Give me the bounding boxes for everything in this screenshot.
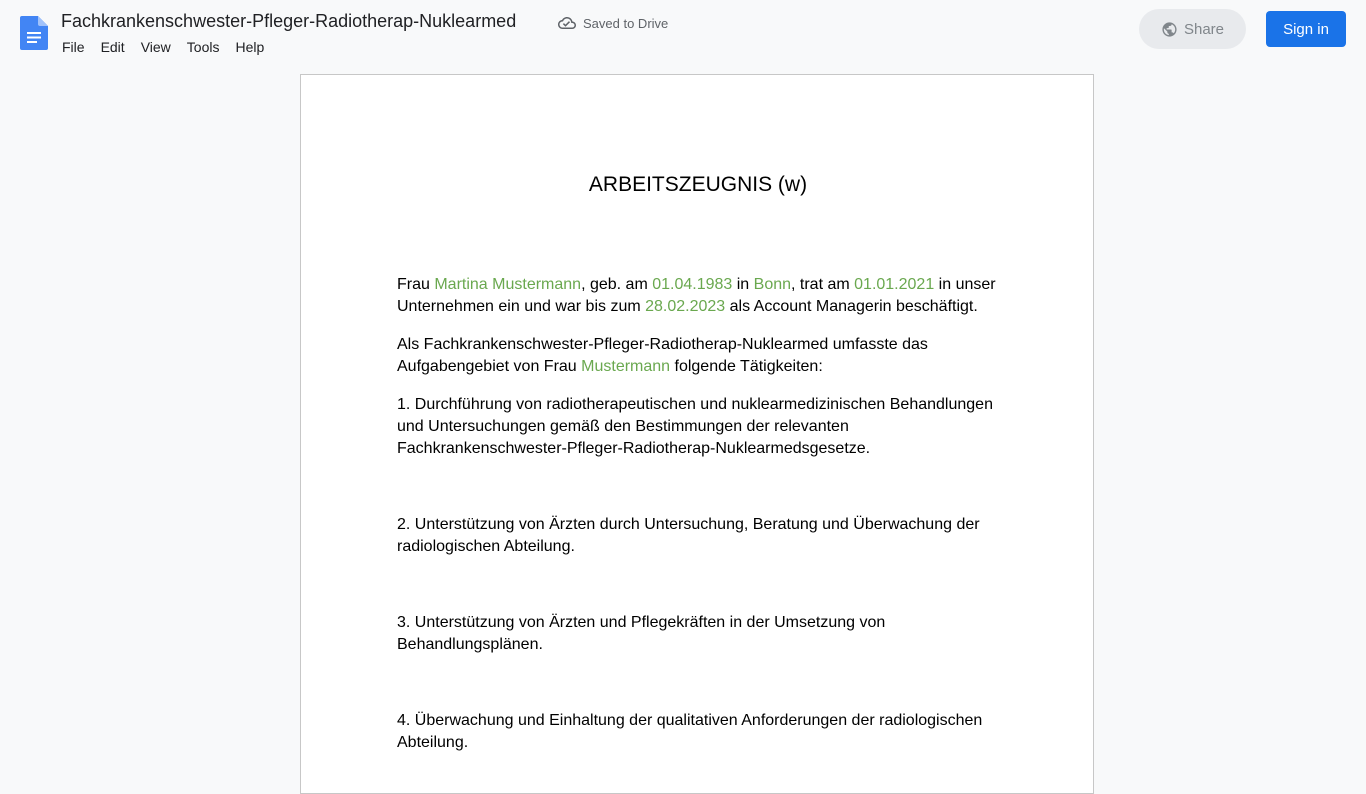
cloud-done-icon — [557, 14, 577, 32]
employee-surname: Mustermann — [581, 358, 671, 375]
share-label: Share — [1183, 20, 1225, 38]
task-item-2: 2. Unterstützung von Ärzten durch Untersuchung, Beratung und Überwachung der radiologischen Abteilung. — [397, 516, 980, 555]
document-title[interactable]: Fachkrankenschwester-Pfleger-Radiotherap-Nuklearmed — [61, 11, 517, 31]
employee-name: Martina Mustermann — [434, 276, 582, 293]
save-status-label: Saved to Drive — [583, 15, 669, 31]
duties-text-2: folgende Tätigkeiten: — [670, 358, 823, 375]
globe-icon — [1161, 21, 1178, 38]
intro-text-6: als Account Managerin beschäftigt. — [725, 298, 978, 315]
start-date: 01.01.2021 — [854, 276, 935, 293]
intro-text-5: in unser Unternehmen ein und war bis zum — [397, 276, 996, 315]
menu-file[interactable]: File — [62, 39, 85, 55]
intro-text-3: in — [732, 276, 754, 293]
document-heading: ARBEITSZEUGNIS (w) — [588, 173, 808, 196]
task-item-4: 4. Überwachung und Einhaltung der qualitativen Anforderungen der radiologischen Abteilung. — [397, 712, 983, 751]
google-docs-icon[interactable] — [20, 16, 48, 50]
menu-view[interactable]: View — [140, 39, 171, 55]
menu-edit[interactable]: Edit — [100, 39, 125, 55]
menu-tools[interactable]: Tools — [186, 39, 220, 55]
birth-city: Bonn — [753, 276, 792, 293]
sign-in-button[interactable]: Sign in — [1266, 11, 1346, 47]
duties-intro-paragraph — [397, 334, 1002, 378]
intro-paragraph — [397, 274, 1002, 318]
duties-text-1: Als Fachkrankenschwester-Pfleger-Radiotherap-Nuklearmed umfasste das Aufgabengebiet von Frau — [397, 336, 928, 375]
top-bar — [0, 0, 1366, 66]
task-item-3: 3. Unterstützung von Ärzten und Pflegekräften in der Umsetzung von Behandlungsplänen. — [397, 614, 886, 653]
document-body — [397, 274, 1002, 770]
menu-bar — [54, 36, 272, 58]
document-page — [300, 74, 1094, 794]
task-item-1: 1. Durchführung von radiotherapeutischen und nuklearmedizinischen Behandlungen und Untersuchungen gemäß den Bestimmungen der relevanten Fachkrankenschwester-Pfleger-Radiotherap-Nuklearmedsgesetze. — [397, 396, 993, 457]
menu-help[interactable]: Help — [235, 39, 265, 55]
share-button[interactable] — [1139, 9, 1246, 49]
birth-date: 01.04.1983 — [652, 276, 733, 293]
intro-text-2: , geb. am — [581, 276, 653, 293]
intro-text-1: Frau — [397, 276, 435, 293]
end-date: 28.02.2023 — [645, 298, 726, 315]
save-status[interactable] — [557, 14, 668, 32]
intro-text-4: , trat am — [791, 276, 855, 293]
